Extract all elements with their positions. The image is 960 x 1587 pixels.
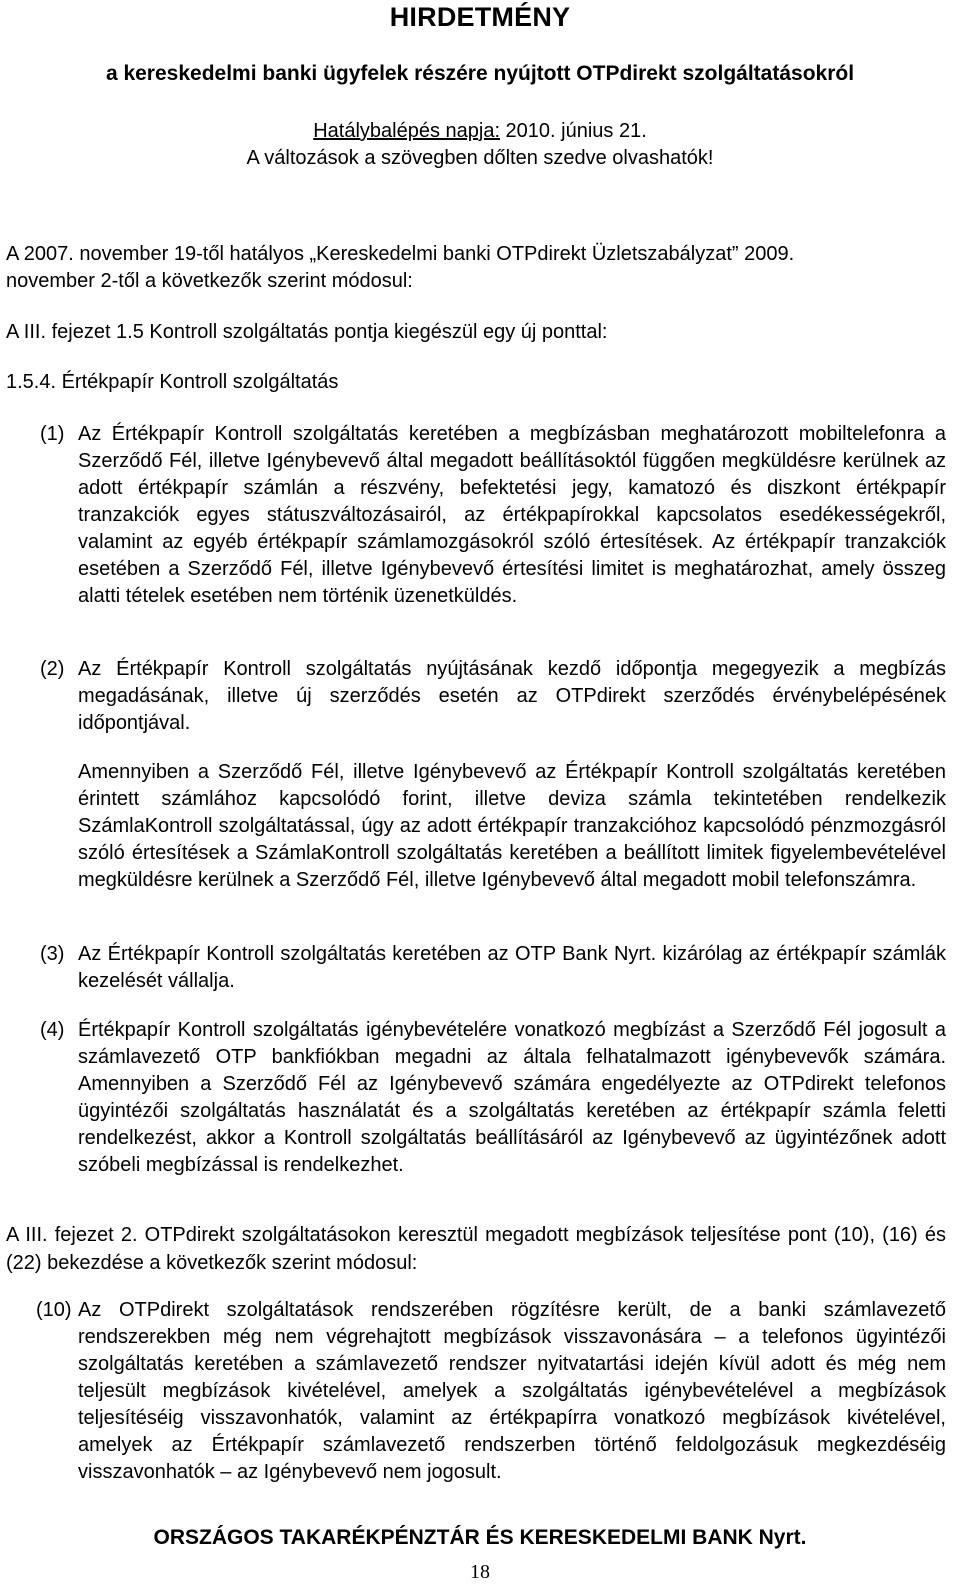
- intro-line-1: A 2007. november 19-től hatályos „Kereskedelmi banki OTPdirekt Üzletszabályzat” 2009.: [6, 243, 795, 265]
- chapter-reference: A III. fejezet 1.5 Kontroll szolgáltatás pontja kiegészül egy új ponttal:: [6, 321, 608, 343]
- paragraph-number: (3): [40, 943, 65, 965]
- effective-date-value: 2010. június 21.: [500, 120, 647, 142]
- paragraph-text: Értékpapír Kontroll szolgáltatás igénybevételére vonatkozó megbízást a Szerződő Fél jogosult a számlavezető OTP bankfiókban megadni az általa felhatalmazott igénybevevők számára. Amennyiben a Szerződő Fél az Igénybevevő számára engedélyezte az OTPdirekt telefonos ügyintézői szolgáltatás használatát és a szolgáltatás keretében az értékpapír számla feletti rendelkezést, akkor a Kontroll szolgáltatás beállításáról az Igénybevevő az ügyintézőnek adott szóbeli megbízással is rendelkezhet.: [78, 1019, 946, 1176]
- paragraph-text: Az OTPdirekt szolgáltatások rendszerében rögzítésre került, de a banki számlavezető rendszerekben még nem végrehajtott megbízások visszavonására – a telefonos ügyintézői szolgáltatás keretében a számlavezető rendszer nyitvatartási idején kívül adott és még nem teljesült megbízások kivételével, amelyek a szolgáltatás igénybevételével a megbízások teljesítéséig visszavonhatók, valamint az értékpapírra vonatkozó megbízások kivételével, amelyek az Értékpapír számlavezető rendszerben történő feldolgozásuk megkezdéséig visszavonhatók – az Igénybevevő nem jogosult.: [78, 1299, 946, 1483]
- document-subtitle: a kereskedelmi banki ügyfelek részére nyújtott OTPdirekt szolgáltatásokról: [105, 62, 855, 85]
- document-title: HIRDETMÉNY: [389, 2, 571, 32]
- effective-date-label: Hatálybalépés napja:: [313, 120, 500, 142]
- intro-line-2: november 2-től a következők szerint módosul:: [6, 270, 413, 292]
- paragraph-number: (4): [40, 1019, 65, 1041]
- effective-date-line: [0, 118, 960, 144]
- paragraph-number: (1): [40, 423, 65, 445]
- chapter-2-intro: A III. fejezet 2. OTPdirekt szolgáltatásokon keresztül megadott megbízások teljesítése pont (10), (16) és (22) bekezdése a következők szerint módosul:: [6, 1224, 946, 1274]
- paragraph-3: [6, 941, 946, 995]
- italics-note: A változások a szövegben dőlten szedve olvashatók!: [246, 147, 714, 169]
- paragraph-text: Az Értékpapír Kontroll szolgáltatás keretében a megbízásban meghatározott mobiltelefonra a Szerződő Fél, illetve Igénybevevő által megadott beállításoktól függően megküldésre kerülnek az adott értékpapír számlán a részvény, befektetési jegy, kamatozó és diszkont értékpapír tranzakciók egyes státuszváltozásairól, az értékpapírokkal kapcsolatos esedékességekről, valamint az egyéb értékpapír számlamozgásokról szóló értesítések. Az értékpapír tranzakciók esetében a Szerződő Fél, illetve Igénybevevő értesítési limitet is meghatározhat, amely összeg alatti tételek esetében nem történik üzenetküldés.: [78, 423, 946, 607]
- paragraph-1: [6, 421, 946, 610]
- paragraph-2-continuation: Amennyiben a Szerződő Fél, illetve Igénybevevő az Értékpapír Kontroll szolgáltatás keretében érintett számlához kapcsolódó forint, illetve deviza számla tekintetében rendelkezik SzámlaKontroll szolgáltatással, úgy az adott értékpapír tranzakcióhoz kapcsolódó pénzmozgásról szóló értesítések a SzámlaKontroll szolgáltatás keretében a beállított limitek figyelembevételével megküldésre kerülnek a Szerződő Fél, illetve Igénybevevő által megadott mobil telefonszámra.: [78, 761, 946, 891]
- paragraph-number: (10): [36, 1299, 72, 1321]
- page-number: 18: [470, 1561, 490, 1583]
- paragraph-2: [6, 656, 946, 737]
- paragraph-number: (2): [40, 658, 65, 680]
- paragraph-text: Az Értékpapír Kontroll szolgáltatás keretében az OTP Bank Nyrt. kizárólag az értékpapír számlák kezelését vállalja.: [78, 943, 946, 992]
- paragraph-text: Az Értékpapír Kontroll szolgáltatás nyújtásának kezdő időpontja megegyezik a megbízás megadásának, illetve új szerződés esetén az OTPdirekt szerződés érvénybelépésének időpontjával.: [78, 658, 946, 734]
- paragraph-4: [6, 1017, 946, 1179]
- bank-name-footer: ORSZÁGOS TAKARÉKPÉNZTÁR ÉS KERESKEDELMI BANK Nyrt.: [153, 1526, 807, 1549]
- paragraph-10: [6, 1297, 946, 1486]
- section-title: 1.5.4. Értékpapír Kontroll szolgáltatás: [6, 371, 339, 393]
